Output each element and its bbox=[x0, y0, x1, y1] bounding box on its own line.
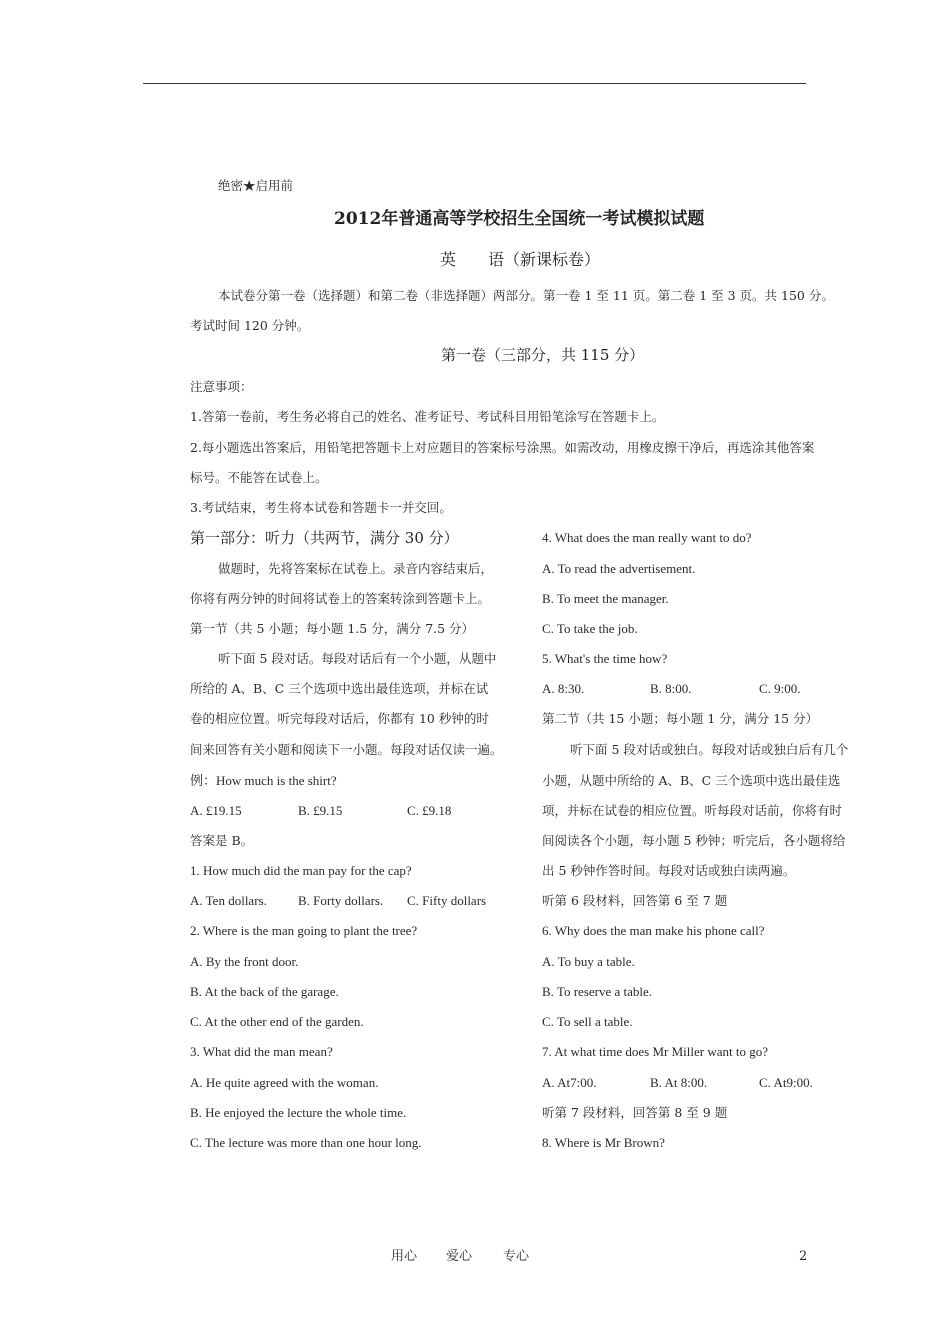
q7-option-b: B. At 8:00. bbox=[650, 1075, 708, 1090]
para-line: 间来回答有关小题和阅读下一小题。每段对话仅读一遍。 bbox=[190, 742, 503, 757]
q5-option-b: B. 8:00. bbox=[650, 681, 692, 696]
q1-option-a: A. Ten dollars. bbox=[190, 893, 267, 908]
para-line: 你将有两分钟的时间将试卷上的答案转涂到答题卡上。 bbox=[190, 591, 491, 606]
q6-option-a: A. To buy a table. bbox=[542, 954, 635, 969]
volume-heading: 第一卷（三部分，共 115 分） bbox=[441, 346, 645, 364]
note-2b: 标号。不能答在试卷上。 bbox=[190, 470, 328, 485]
example-answer: 答案是 B。 bbox=[190, 833, 254, 848]
q2-option-b: B. At the back of the garage. bbox=[190, 984, 339, 999]
footer-motto-3: 专心 bbox=[503, 1249, 530, 1264]
para-line: 卷的相应位置。听完每段对话后，你都有 10 秒钟的时 bbox=[190, 711, 489, 726]
q3-option-b: B. He enjoyed the lecture the whole time. bbox=[190, 1105, 407, 1120]
exam-title: 2012年普通高等学校招生全国统一考试模拟试题 bbox=[334, 209, 705, 229]
question-6: 6. Why does the man make his phone call? bbox=[542, 923, 765, 938]
q4-option-b: B. To meet the manager. bbox=[542, 591, 669, 606]
footer-motto-1: 用心 bbox=[391, 1249, 418, 1264]
q5-option-a: A. 8:30. bbox=[542, 681, 585, 696]
intro-line-1: 本试卷分第一卷（选择题）和第二卷（非选择题）两部分。第一卷 1 至 11 页。第二卷 1 至 3 页。共 150 分。 bbox=[218, 288, 834, 303]
para-line: 间阅读各个小题，每小题 5 秒钟；听完后，各小题将给 bbox=[542, 833, 846, 848]
example-option-b: B. £9.15 bbox=[298, 803, 343, 818]
q4-option-a: A. To read the advertisement. bbox=[542, 561, 696, 576]
notes-heading: 注意事项： bbox=[190, 379, 253, 394]
intro-line-2: 考试时间 120 分钟。 bbox=[190, 318, 310, 333]
example-question: 例：How much is the shirt? bbox=[190, 773, 337, 788]
question-3: 3. What did the man mean? bbox=[190, 1044, 333, 1059]
para-line: 项，并标在试卷的相应位置。听每段对话前，你将有时 bbox=[542, 803, 843, 818]
q6-option-b: B. To reserve a table. bbox=[542, 984, 653, 999]
section1-heading: 第一节（共 5 小题；每小题 1.5 分，满分 7.5 分） bbox=[190, 621, 475, 636]
q7-option-a: A. At7:00. bbox=[542, 1075, 597, 1090]
note-1: 1.答第一卷前，考生务必将自己的姓名、准考证号、考试科目用铅笔涂写在答题卡上。 bbox=[190, 409, 665, 424]
para-line: 做题时，先将答案标在试卷上。录音内容结束后， bbox=[218, 561, 494, 576]
question-8: 8. Where is Mr Brown? bbox=[542, 1135, 665, 1150]
para-line: 所给的 A、B、C 三个选项中选出最佳选项，并标在试 bbox=[190, 681, 489, 696]
para-line: 听下面 5 段对话或独白。每段对话或独白后有几个 bbox=[570, 742, 849, 757]
part1-heading: 第一部分：听力（共两节，满分 30 分） bbox=[190, 529, 459, 547]
para-line: 出 5 秒钟作答时间。每段对话或独白读两遍。 bbox=[542, 863, 796, 878]
material-6-label: 听第 6 段材料，回答第 6 至 7 题 bbox=[542, 893, 728, 908]
q4-option-c: C. To take the job. bbox=[542, 621, 638, 636]
question-1: 1. How much did the man pay for the cap? bbox=[190, 863, 412, 878]
example-option-a: A. £19.15 bbox=[190, 803, 242, 818]
para-line: 小题，从题中所给的 A、B、C 三个选项中选出最佳选 bbox=[542, 773, 841, 788]
page-number: 2 bbox=[799, 1249, 808, 1264]
secret-label: 绝密★启用前 bbox=[218, 178, 294, 193]
q3-option-a: A. He quite agreed with the woman. bbox=[190, 1075, 379, 1090]
note-2a: 2.每小题选出答案后，用铅笔把答题卡上对应题目的答案标号涂黑。如需改动，用橡皮擦干净后，再选涂其他答案 bbox=[190, 440, 815, 455]
question-4: 4. What does the man really want to do? bbox=[542, 530, 752, 545]
footer-motto-2: 爱心 bbox=[446, 1249, 473, 1264]
q3-option-c: C. The lecture was more than one hour long. bbox=[190, 1135, 422, 1150]
section2-heading: 第二节（共 15 小题；每小题 1 分，满分 15 分） bbox=[542, 711, 819, 726]
q6-option-c: C. To sell a table. bbox=[542, 1014, 633, 1029]
subject-title: 英 语（新课标卷） bbox=[440, 250, 601, 269]
question-5: 5. What's the time how? bbox=[542, 651, 668, 666]
q7-option-c: C. At9:00. bbox=[759, 1075, 813, 1090]
question-2: 2. Where is the man going to plant the tree? bbox=[190, 923, 418, 938]
q2-option-c: C. At the other end of the garden. bbox=[190, 1014, 364, 1029]
para-line: 听下面 5 段对话。每段对话后有一个小题，从题中 bbox=[218, 651, 497, 666]
header-rule bbox=[143, 83, 806, 84]
q5-option-c: C. 9:00. bbox=[759, 681, 801, 696]
question-7: 7. At what time does Mr Miller want to go? bbox=[542, 1044, 769, 1059]
q2-option-a: A. By the front door. bbox=[190, 954, 299, 969]
q1-option-c: C. Fifty dollars bbox=[407, 893, 487, 908]
q1-option-b: B. Forty dollars. bbox=[298, 893, 384, 908]
example-option-c: C. £9.18 bbox=[407, 803, 452, 818]
material-7-label: 听第 7 段材料，回答第 8 至 9 题 bbox=[542, 1105, 728, 1120]
note-3: 3.考试结束，考生将本试卷和答题卡一并交回。 bbox=[190, 500, 452, 515]
